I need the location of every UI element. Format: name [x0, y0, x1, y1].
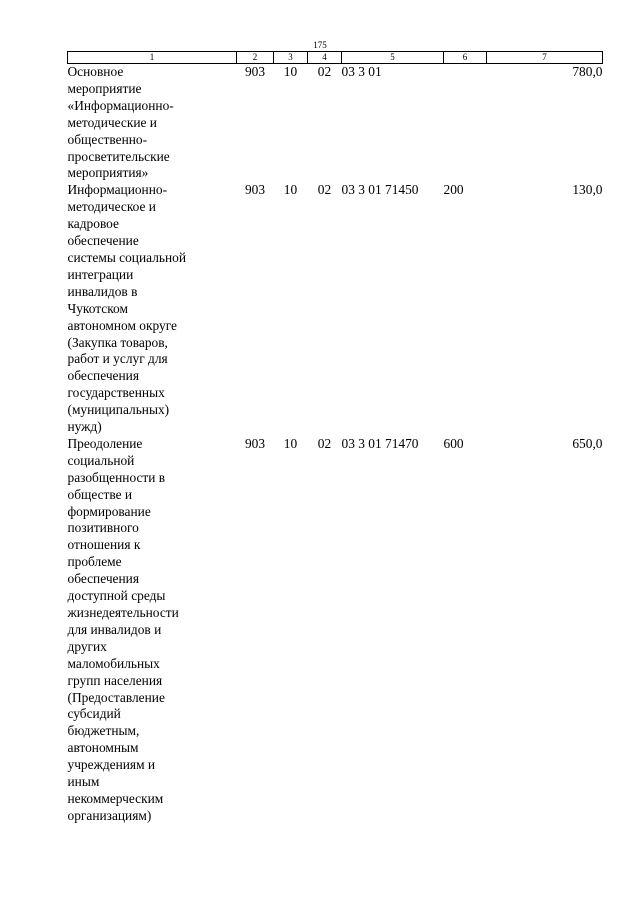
row-col6-cell [444, 64, 487, 183]
row-name-line: мероприятие [67, 80, 142, 96]
row-name-line: иным [67, 774, 100, 790]
page-number: 175 [313, 40, 327, 50]
row-name-line: для инвалидов и [67, 621, 162, 637]
row-col4-cell: 02 [317, 64, 332, 79]
row-name-line: интеграции [67, 266, 134, 282]
row-col5-cell: 03 3 01 [341, 64, 382, 79]
header-col-1: 1 [68, 52, 237, 64]
row-col7-cell: 650,0 [572, 435, 603, 451]
row-name-line: Преодоление [67, 435, 143, 451]
row-name-line: позитивного [67, 520, 139, 536]
row-name-line: обеспечения [67, 368, 139, 384]
header-col-6: 6 [444, 52, 487, 64]
row-name-line: (Предоставление [67, 689, 165, 705]
table-row [68, 64, 603, 183]
row-name-line: инвалидов в [67, 283, 138, 299]
row-name-cell [68, 182, 237, 436]
row-name-line: государственных [67, 385, 165, 401]
row-name-line: Чукотском [67, 300, 128, 316]
row-name-line: групп населения [67, 672, 163, 688]
row-col5-cell: 03 3 01 71450 [341, 182, 419, 198]
row-name-line: системы социальной [67, 249, 187, 265]
row-col3-cell: 10 [283, 64, 298, 79]
row-name-line: обеспечение [67, 233, 139, 249]
row-name-line: кадровое [67, 216, 119, 232]
row-name-line: общественно- [67, 131, 148, 147]
row-name-line: некоммерческим [67, 790, 164, 806]
header-col-7: 7 [487, 52, 603, 64]
row-name-line: маломобильных [67, 655, 160, 671]
row-col7-cell: 780,0 [572, 64, 603, 79]
row-name-line: отношения к [67, 537, 141, 553]
row-col4-cell: 02 [317, 435, 332, 451]
row-name-line: автономном округе [67, 317, 177, 333]
row-col6-cell: 600 [443, 435, 464, 451]
row-name-line: других [67, 638, 107, 654]
row-name-line: «Информационно- [67, 97, 174, 113]
row-name-line: Информационно- [67, 182, 168, 198]
row-name-line: жизнедеятельности [67, 605, 179, 620]
row-col3-cell: 10 [283, 435, 298, 451]
row-name-line: разобщенности в [67, 469, 166, 485]
row-col2-cell: 903 [244, 64, 266, 79]
table-row [68, 182, 603, 436]
row-name-line: проблеме [67, 554, 122, 570]
header-row [68, 52, 603, 64]
row-col7-cell: 130,0 [572, 182, 603, 198]
row-name-line: работ и услуг для [67, 351, 168, 367]
row-name-line: учреждениям и [67, 757, 156, 773]
row-name-line: бюджетным, [67, 723, 140, 739]
header-col-3: 3 [274, 52, 308, 64]
row-name-line: автономным [67, 740, 139, 756]
row-name-line: нужд) [67, 419, 102, 435]
budget-table [67, 51, 603, 825]
row-name-line: методическое и [67, 199, 156, 215]
header-col-2: 2 [237, 52, 274, 64]
row-name-line: доступной среды [67, 588, 166, 604]
row-name-line: Основное [67, 64, 124, 79]
row-name-line: организациям) [67, 807, 152, 823]
row-name-line: социальной [67, 452, 135, 468]
row-col2-cell: 903 [244, 435, 266, 451]
row-name-line: методические и [67, 114, 157, 130]
row-col2-cell: 903 [244, 182, 266, 198]
row-name-cell [68, 64, 237, 183]
header-col-5: 5 [342, 52, 444, 64]
row-name-line: просветительские [67, 148, 170, 164]
row-col5-cell: 03 3 01 71470 [341, 435, 419, 451]
table-row [68, 436, 603, 825]
header-col-4: 4 [308, 52, 342, 64]
row-name-line: обеспечения [67, 571, 139, 587]
table-body [68, 64, 603, 825]
row-name-line: формирование [67, 503, 151, 519]
row-col4-cell: 02 [317, 182, 332, 198]
row-name-line: (Закупка товаров, [67, 334, 168, 350]
row-col3-cell: 10 [283, 182, 298, 198]
row-name-cell [68, 436, 237, 825]
row-col6-cell: 200 [443, 182, 464, 198]
row-name-line: субсидий [67, 706, 121, 722]
row-name-line: (муниципальных) [67, 402, 170, 418]
row-name-line: мероприятия» [67, 165, 149, 181]
row-name-line: обществе и [67, 486, 133, 502]
